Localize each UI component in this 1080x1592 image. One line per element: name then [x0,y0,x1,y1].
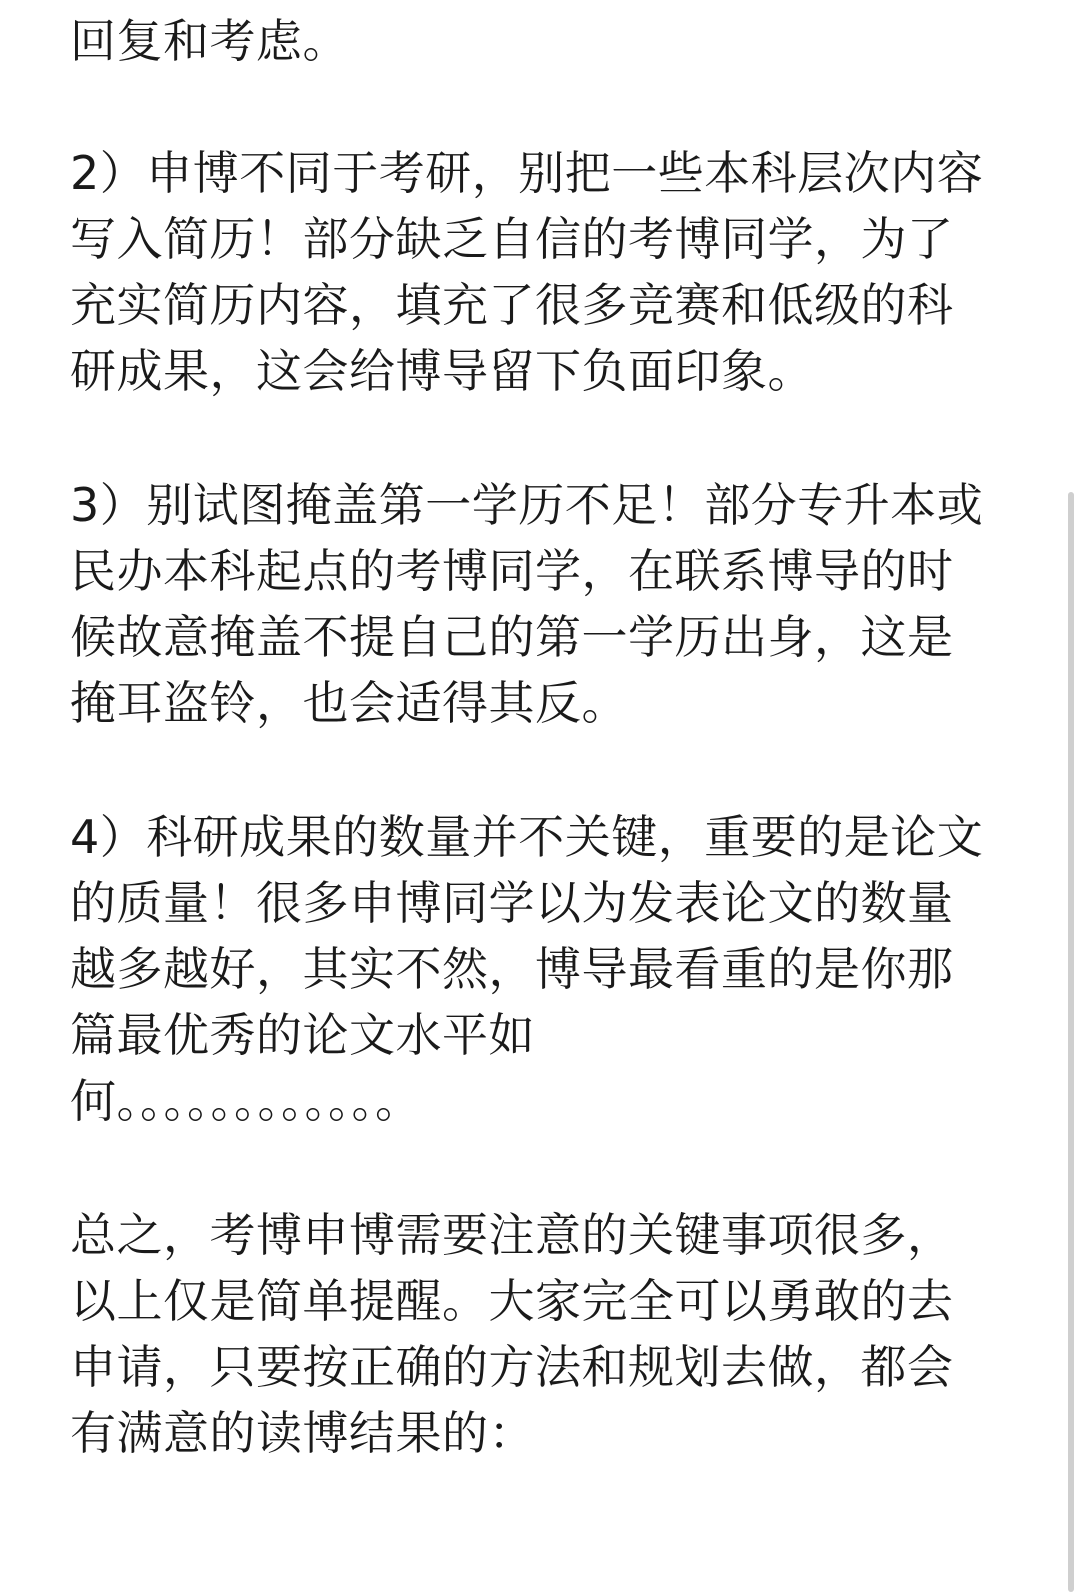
text-line: 4）科研成果的数量并不关键，重要的是论文 [70,810,984,864]
paragraph-point-2 [70,140,983,404]
text-line: 2）申博不同于考研，别把一些本科层次内容 [70,146,984,200]
text-line: 3）别试图掩盖第一学历不足！部分专升本或 [70,478,984,532]
text-line: 候故意掩盖不提自己的第一学历出身，这是 [70,610,954,664]
text-line: 充实简历内容，填充了很多竞赛和低级的科 [70,278,954,332]
text-line: 有满意的读博结果的： [70,1406,535,1460]
text-line: 越多越好，其实不然，博导最看重的是你那 [70,942,954,996]
text-line: 回复和考虑。 [70,14,349,68]
text-line: 研成果，这会给博导留下负面印象。 [70,344,814,398]
text-line: 写入简历！部分缺乏自信的考博同学，为了 [70,212,954,266]
text-line: 总之，考博申博需要注意的关键事项很多， [70,1208,954,1262]
paragraph-summary [70,1202,954,1466]
text-line: 申请，只要按正确的方法和规划去做，都会 [70,1340,954,1394]
text-line: 篇最优秀的论文水平如 [70,1008,535,1062]
paragraph-closing-fragment [70,8,349,74]
paragraph-point-3 [70,472,983,736]
text-line: 何。。。。。。。。。。。。 [70,1074,422,1128]
text-line: 民办本科起点的考博同学，在联系博导的时 [70,544,954,598]
text-line: 以上仅是简单提醒。大家完全可以勇敢的去 [70,1274,954,1328]
text-line: 掩耳盗铃，也会适得其反。 [70,676,628,730]
text-line: 的质量！很多申博同学以为发表论文的数量 [70,876,954,930]
vertical-scrollbar[interactable] [1068,492,1074,1592]
paragraph-point-4 [70,804,983,1134]
